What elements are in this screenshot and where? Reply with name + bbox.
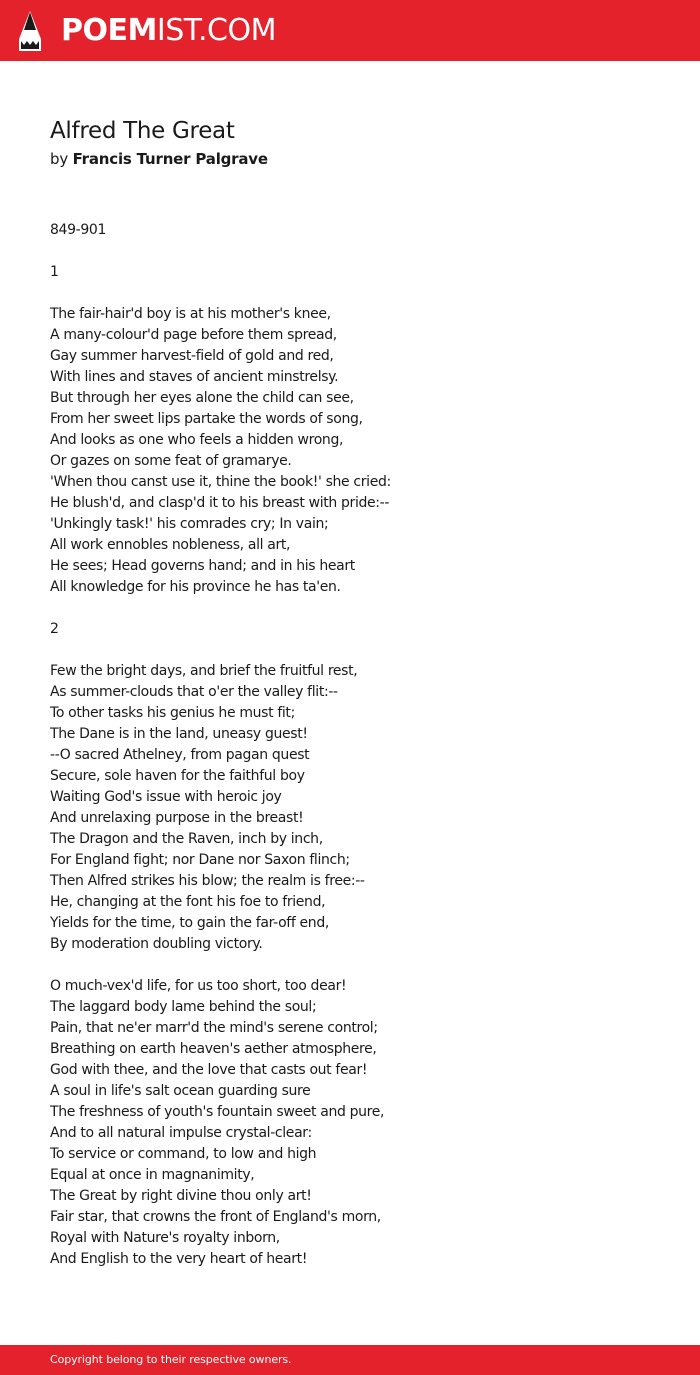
copyright-text: Copyright belong to their respective owners. bbox=[50, 1353, 292, 1366]
poem-line: To service or command, to low and high bbox=[50, 1146, 317, 1162]
poem-line: Or gazes on some feat of gramarye. bbox=[50, 453, 292, 469]
poem-line: 'When thou canst use it, thine the book!' she cried: bbox=[50, 474, 391, 490]
poem-line: He, changing at the font his foe to friend, bbox=[50, 894, 326, 910]
poem-line: Royal with Nature's royalty inborn, bbox=[50, 1230, 280, 1246]
poem-stanza bbox=[50, 661, 660, 955]
poem-line: And unrelaxing purpose in the breast! bbox=[50, 810, 304, 826]
poem-line: Then Alfred strikes his blow; the realm is free:-- bbox=[50, 873, 365, 889]
poem-line: He blush'd, and clasp'd it to his breast with pride:-- bbox=[50, 495, 390, 511]
poem-line: Fair star, that crowns the front of England's morn, bbox=[50, 1209, 381, 1225]
poem-line: Breathing on earth heaven's aether atmosphere, bbox=[50, 1041, 377, 1057]
logo-light-text: IST.COM bbox=[156, 13, 276, 48]
byline-prefix: by bbox=[50, 150, 68, 168]
poem-line: From her sweet lips partake the words of song, bbox=[50, 411, 363, 427]
poem-line: All work ennobles nobleness, all art, bbox=[50, 537, 291, 553]
author-name: Francis Turner Palgrave bbox=[72, 150, 268, 168]
poem-stanza bbox=[50, 262, 660, 283]
site-footer bbox=[0, 1345, 700, 1375]
poem-line: Equal at once in magnanimity, bbox=[50, 1167, 255, 1183]
poem-line: A many-colour'd page before them spread, bbox=[50, 327, 337, 343]
poem-line: To other tasks his genius he must fit; bbox=[50, 705, 295, 721]
poem-line: And English to the very heart of heart! bbox=[50, 1251, 308, 1267]
poem-line: O much-vex'd life, for us too short, too dear! bbox=[50, 978, 347, 994]
poem-line: Waiting God's issue with heroic joy bbox=[50, 789, 282, 805]
poem-line: The Dane is in the land, uneasy guest! bbox=[50, 726, 308, 742]
byline bbox=[50, 149, 660, 169]
poem-line: The fair-hair'd boy is at his mother's knee, bbox=[50, 306, 331, 322]
poem-line: He sees; Head governs hand; and in his heart bbox=[50, 558, 355, 574]
poem-line: Gay summer harvest-field of gold and red, bbox=[50, 348, 334, 364]
poem-line: The Dragon and the Raven, inch by inch, bbox=[50, 831, 323, 847]
site-logo-text bbox=[61, 10, 276, 52]
poem-line: --O sacred Athelney, from pagan quest bbox=[50, 747, 310, 763]
poem-title: Alfred The Great bbox=[50, 118, 235, 144]
poem-line: By moderation doubling victory. bbox=[50, 936, 263, 952]
poem-line: 849-901 bbox=[50, 222, 107, 238]
poem-line: Pain, that ne'er marr'd the mind's serene control; bbox=[50, 1020, 378, 1036]
poem-line: The laggard body lame behind the soul; bbox=[50, 999, 317, 1015]
poem-stanza bbox=[50, 976, 660, 1270]
poem-line: 1 bbox=[50, 264, 59, 280]
site-header bbox=[0, 0, 700, 61]
poem-line: For England fight; nor Dane nor Saxon flinch; bbox=[50, 852, 350, 868]
poem-stanza bbox=[50, 220, 660, 241]
poem-content bbox=[50, 114, 660, 1291]
poem-line: Few the bright days, and brief the fruitful rest, bbox=[50, 663, 358, 679]
poem-line: 2 bbox=[50, 621, 59, 637]
poem-line: Secure, sole haven for the faithful boy bbox=[50, 768, 305, 784]
poem-body bbox=[50, 220, 660, 1270]
logo-strong-text: POEM bbox=[61, 13, 157, 48]
poem-stanza bbox=[50, 619, 660, 640]
poem-line: With lines and staves of ancient minstrelsy. bbox=[50, 369, 339, 385]
poem-stanza bbox=[50, 304, 660, 598]
pen-nib-icon bbox=[17, 10, 43, 52]
poem-line: Yields for the time, to gain the far-off end, bbox=[50, 915, 329, 931]
poem-line: And to all natural impulse crystal-clear: bbox=[50, 1125, 312, 1141]
poem-line: And looks as one who feels a hidden wrong, bbox=[50, 432, 344, 448]
poem-line: God with thee, and the love that casts out fear! bbox=[50, 1062, 368, 1078]
site-logo-link[interactable] bbox=[17, 10, 276, 52]
poem-line: All knowledge for his province he has ta'en. bbox=[50, 579, 341, 595]
poem-line: The Great by right divine thou only art! bbox=[50, 1188, 312, 1204]
poem-line: A soul in life's salt ocean guarding sure bbox=[50, 1083, 311, 1099]
poem-line: The freshness of youth's fountain sweet and pure, bbox=[50, 1104, 385, 1120]
poem-line: 'Unkingly task!' his comrades cry; In vain; bbox=[50, 516, 329, 532]
poem-line: But through her eyes alone the child can see, bbox=[50, 390, 354, 406]
poem-line: As summer-clouds that o'er the valley flit:-- bbox=[50, 684, 338, 700]
